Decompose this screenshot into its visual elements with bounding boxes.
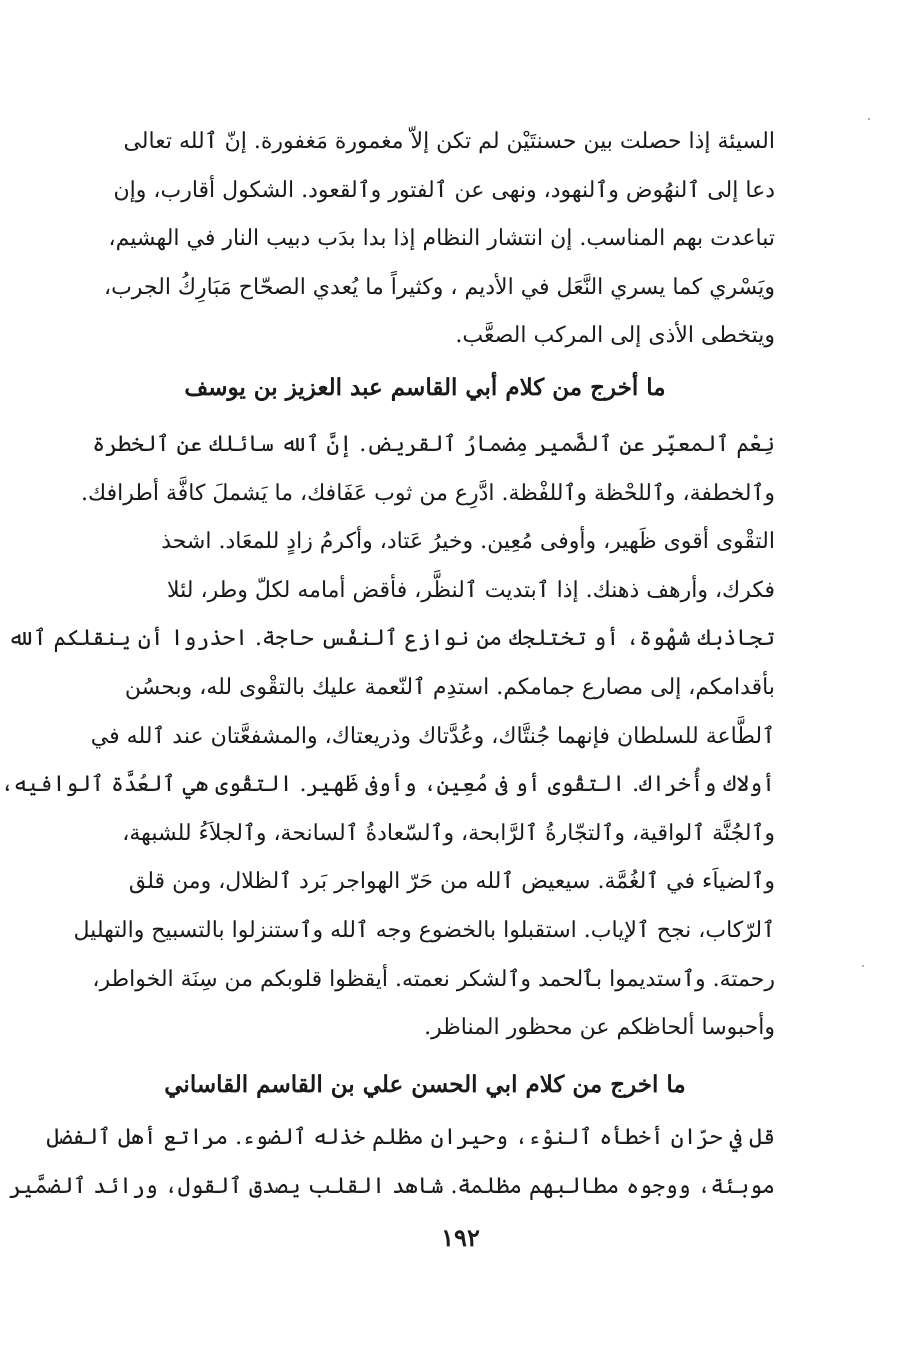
page-number: ١٩٢	[441, 1223, 480, 1252]
section-heading-1: ما أخرج من كلام أبي القاسم عبد العزيز بن يوسف	[184, 374, 666, 401]
text-line: نِعْم ٱلمعبِّر عن ٱلضَّمير مِضمارُ ٱلقريض. إنَّ ٱلله سائلك عن ٱلخطرة	[92, 432, 775, 457]
section-heading-2: ما اخرج من كلام ابي الحسن علي بن القاسم القاساني	[164, 1071, 686, 1098]
paragraph-2	[0, 421, 775, 1053]
text-line: فكرك، وأرهف ذهنك. إذا ٱبتديت ٱلنظَّر، فأقض أمامه لكلّ وطر، لئلا	[167, 577, 775, 603]
text-line: التقْوى أقوى ظَهير، وأوفى مُعِين. وخيرُ عَتاد، وأكرمُ زادٍ للمعَاد. اشحذ	[161, 529, 775, 555]
scan-speck	[862, 965, 864, 967]
text-line: موبئة، ووجوه مطالبهم مظلمة. شاهد القلب يصدق ٱلقول، ورائد ٱلضمَّير	[8, 1173, 775, 1199]
text-line: وٱلجُنَّة ٱلواقية، وٱلتجّارةُ ٱلرَّابحة، وٱلسّعادةُ ٱلسانحة، وٱلجلاَءُ للشبهة،	[122, 820, 775, 846]
paragraph-3	[8, 1114, 775, 1211]
text-line: رحمتهَ. وٱستديموا بٱلحمد وٱلشكر نعمته. أيقظوا قلوبكم من سِنَة الخواطر،	[92, 966, 775, 992]
text-line: تجاذبك شهْوة، أو تختلجك من نوازع ٱلنفْس حاجة. احذروا أن ينقلكم ٱلله	[7, 626, 775, 652]
text-line: السيئة إذا حصلت بين حسنتَيْن لم تكن إلاّ مغمورة مَغفورة. إنّ ٱلله تعالى	[123, 129, 775, 154]
paragraph-1	[95, 118, 775, 361]
text-line: ويَسْري كما يسري النَّعَل في الأديم ، وكثيراً ما يُعدي الصحّاح مَبَارِكُ الجرب،	[103, 274, 775, 300]
text-line: تباعدت بهم المناسب. إن انتشار النظام إذا بدا بدَب دبيب النار في الهشيم،	[108, 226, 775, 252]
text-line: ٱلرّكاب، نجح ٱلإياب. استقبلوا بالخضوع وجه ٱلله وٱستنزلوا بالتسبيح والتهليل	[73, 917, 775, 943]
text-line: قل في حرّان أخطأه ٱلنوْء، وحيران مظلم خذله ٱلضوء. مراتع أهل ٱلفضل	[46, 1125, 775, 1150]
text-line: ويتخطى الأذى إلى المركب الصعَّب.	[455, 323, 775, 349]
text-line: ٱلطَّاعة للسلطان فإنهما جُنتَّاك، وعُدَّتاك وذريعتاك، والمشفعَّتان عند ٱلله في	[90, 723, 775, 749]
text-line: وٱلضياَء في ٱلغُمَّة. سيعيض ٱلله من حَرّ الهواجر بَرد ٱلظلال، ومن قلق	[128, 869, 775, 895]
text-line: بأقدامكم، إلى مصارع جمامكم. استدِم ٱلنّعمة عليك بالتقْوى لله، وبحسُن	[124, 674, 775, 700]
text-line: دعا إلى ٱلنهُوض وٱلنهود، ونهى عن ٱلفتور وٱلقعود. الشكول أقارب، وإن	[113, 177, 775, 203]
scan-speck	[868, 118, 870, 120]
text-line: وأحبوسا ألحاظكم عن محظور المناظر.	[424, 1015, 775, 1041]
text-line: أولاك وأُخراك. التقْوى أو فى مُعِين، وأوفى ظَهير. التقْوى هي ٱلعُدَّة ٱلوافيه،	[0, 772, 775, 798]
text-line: وٱلخطفة، وٱللحْظة وٱللفْظة. ادَّرِع من ثوب عَفَافك، ما يَشملَ كافَّة أطرافك.	[81, 480, 775, 506]
